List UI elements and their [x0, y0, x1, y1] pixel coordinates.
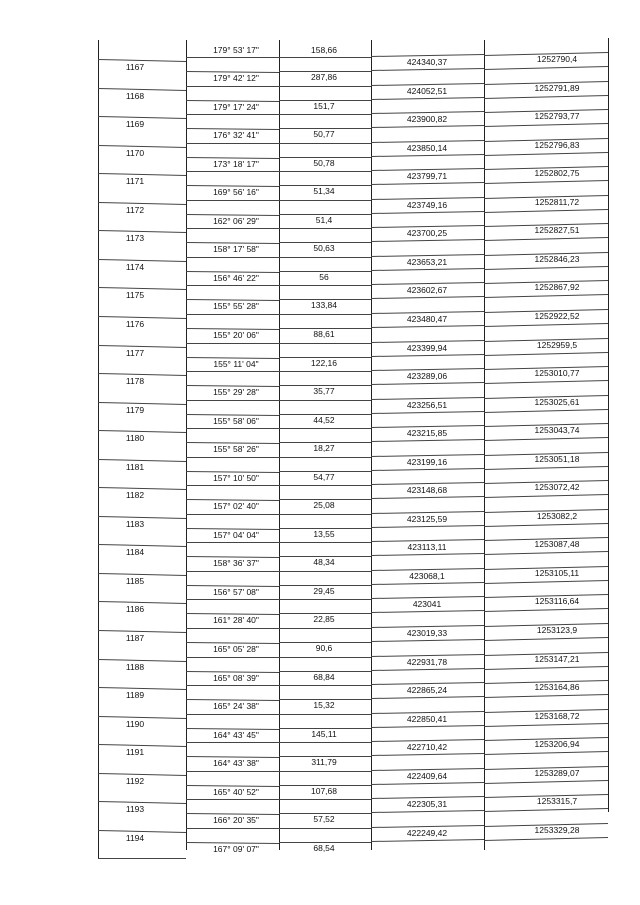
x-coordinate-cell: 422931,78: [406, 656, 448, 667]
distance-cell: 51,4: [315, 214, 333, 225]
distance-cell: 15,32: [313, 700, 335, 711]
table-row-rule: [484, 808, 608, 812]
table-row-rule: [186, 343, 279, 344]
table-row-rule: [279, 428, 371, 429]
distance-cell: 35,77: [313, 386, 335, 397]
x-coordinate-cell: 423125,59: [406, 513, 448, 524]
table-row-rule: [484, 409, 608, 413]
table-row-rule: [186, 228, 279, 229]
point-number-cell: 1183: [125, 518, 145, 529]
table-row-rule: [279, 171, 371, 172]
table-row-rule: [279, 685, 371, 686]
table-row-rule: [279, 143, 371, 144]
point-number-cell: 1179: [125, 404, 145, 415]
x-coordinate-cell: 423850,14: [406, 142, 448, 153]
x-coordinate-cell: 423215,85: [406, 428, 448, 439]
x-coordinate-cell: 422409,64: [406, 770, 448, 781]
table-row-rule: [279, 57, 371, 58]
table-row-rule: [484, 294, 608, 298]
table-row-rule: [279, 228, 371, 229]
table-row-rule: [279, 314, 371, 315]
y-coordinate-cell: 1252811,72: [534, 196, 580, 207]
distance-cell: 158,66: [311, 45, 337, 55]
table-row-rule: [186, 200, 279, 201]
distance-cell: 22,85: [313, 614, 335, 625]
angle-cell: 161° 28' 40": [213, 615, 259, 626]
y-coordinate-cell: 1253206,94: [534, 739, 580, 750]
table-row-rule: [371, 639, 484, 642]
y-coordinate-cell: 1253051,18: [534, 453, 580, 464]
angle-cell: 165° 08' 39": [213, 672, 259, 683]
table-row-rule: [371, 268, 484, 271]
y-coordinate-cell: 1252959,5: [536, 339, 578, 350]
table-row-rule: [371, 125, 484, 128]
angle-cell: 164° 43' 38": [213, 758, 259, 769]
angle-cell: 165° 24' 38": [213, 701, 259, 712]
x-coordinate-cell: 423068,1: [409, 570, 445, 581]
table-row-rule: [279, 114, 371, 115]
table-row-rule: [371, 525, 484, 528]
x-coordinate-cell: 423399,94: [406, 342, 448, 353]
distance-cell: 151,7: [313, 100, 335, 111]
table-row-rule: [371, 211, 484, 214]
point-number-cell: 1174: [125, 261, 145, 272]
table-row-rule: [484, 551, 608, 555]
table-row-rule: [371, 839, 484, 842]
point-number-cell: 1185: [125, 575, 145, 586]
x-coordinate-cell: 422249,42: [406, 827, 448, 838]
x-coordinate-cell: 423199,16: [406, 456, 448, 467]
y-coordinate-cell: 1252793,77: [534, 111, 580, 122]
table-row-rule: [371, 239, 484, 242]
x-coordinate-cell: 423749,16: [406, 199, 448, 210]
point-number-cell: 1170: [125, 147, 145, 158]
distance-cell: 145,11: [311, 728, 337, 739]
table-column-rule: [371, 40, 372, 850]
y-coordinate-cell: 1253025,61: [534, 396, 580, 407]
table-row-rule: [484, 523, 608, 527]
distance-cell: 44,52: [313, 414, 335, 425]
distance-cell: 18,27: [313, 443, 335, 454]
table-row-rule: [279, 828, 371, 829]
table-row-rule: [279, 457, 371, 458]
x-coordinate-cell: 422865,24: [406, 685, 448, 696]
table-row-rule: [186, 114, 279, 115]
y-coordinate-cell: 1252802,75: [534, 168, 580, 179]
distance-cell: 13,55: [313, 528, 335, 539]
x-coordinate-cell: 422850,41: [406, 713, 448, 724]
table-row-rule: [484, 580, 608, 584]
table-row-rule: [371, 553, 484, 556]
table-row-rule: [186, 485, 279, 486]
table-row-rule: [279, 542, 371, 543]
table-row-rule: [371, 782, 484, 785]
table-row-rule: [484, 666, 608, 670]
table-row-rule: [371, 468, 484, 471]
table-row-rule: [279, 371, 371, 372]
distance-cell: 68,84: [313, 671, 335, 682]
x-coordinate-cell: 423113,11: [407, 542, 447, 553]
table-row-rule: [186, 685, 279, 686]
distance-cell: 90,6: [315, 643, 333, 653]
y-coordinate-cell: 1253043,74: [534, 425, 580, 436]
angle-cell: 173° 18' 17": [213, 158, 259, 169]
point-number-cell: 1193: [125, 804, 145, 815]
angle-cell: 166° 20' 35": [213, 815, 259, 826]
table-row-rule: [279, 285, 371, 286]
angle-cell: 155° 29' 28": [213, 387, 259, 398]
y-coordinate-cell: 1252796,83: [534, 139, 580, 150]
x-coordinate-cell: 423480,47: [406, 313, 448, 324]
angle-cell: 158° 17' 58": [213, 244, 259, 255]
point-number-cell: 1186: [125, 604, 145, 615]
table-row-rule: [484, 494, 608, 498]
table-row-rule: [279, 599, 371, 600]
x-coordinate-cell: 423289,06: [406, 371, 448, 382]
x-coordinate-cell: 423148,68: [406, 485, 448, 496]
angle-cell: 155° 58' 26": [213, 444, 259, 455]
point-number-cell: 1187: [125, 633, 145, 643]
distance-cell: 311,79: [311, 757, 337, 768]
table-row-rule: [186, 314, 279, 315]
table-row-rule: [186, 428, 279, 429]
angle-cell: 155° 11' 04": [213, 358, 259, 369]
table-row-rule: [186, 457, 279, 458]
table-row-rule: [279, 628, 371, 629]
distance-cell: 57,52: [313, 814, 335, 825]
distance-cell: 68,54: [313, 842, 335, 853]
x-coordinate-cell: 423900,82: [406, 114, 448, 125]
table-row-rule: [186, 657, 279, 658]
table-row-rule: [186, 542, 279, 543]
distance-cell: 29,45: [313, 585, 335, 596]
table-row-rule: [484, 323, 608, 327]
table-row-rule: [371, 668, 484, 671]
y-coordinate-cell: 1253329,28: [534, 824, 580, 835]
table-row-rule: [484, 266, 608, 270]
point-number-cell: 1180: [125, 433, 145, 444]
table-row-rule: [484, 751, 608, 755]
point-number-cell: 1169: [125, 119, 145, 130]
distance-cell: 56: [319, 271, 329, 282]
point-number-cell: 1184: [125, 547, 145, 558]
point-number-cell: 1191: [125, 747, 145, 758]
table-row-rule: [371, 97, 484, 100]
table-row-rule: [371, 696, 484, 699]
y-coordinate-cell: 1253315,7: [536, 796, 578, 807]
y-coordinate-cell: 1253116,64: [534, 596, 580, 607]
table-row-rule: [371, 582, 484, 585]
point-number-cell: 1182: [125, 490, 145, 501]
x-coordinate-cell: 422305,31: [406, 799, 448, 810]
angle-cell: 157° 02' 40": [213, 501, 259, 512]
y-coordinate-cell: 1253072,42: [534, 482, 580, 493]
y-coordinate-cell: 1252846,23: [534, 253, 580, 264]
angle-cell: 155° 55' 28": [213, 301, 259, 312]
y-coordinate-cell: 1253105,11: [534, 567, 580, 578]
angle-cell: 165° 05' 28": [213, 644, 259, 654]
angle-cell: 157° 04' 04": [213, 529, 259, 540]
table-row-rule: [484, 123, 608, 127]
table-row-rule: [371, 325, 484, 328]
table-column-rule: [484, 40, 485, 850]
table-row-rule: [371, 496, 484, 499]
table-row-rule: [186, 371, 279, 372]
table-row-rule: [484, 837, 608, 841]
point-number-cell: 1167: [125, 62, 145, 72]
angle-cell: 158° 36' 37": [213, 558, 259, 569]
angle-cell: 165° 40' 52": [213, 786, 259, 797]
point-number-cell: 1189: [125, 690, 145, 701]
table-row-rule: [484, 637, 608, 641]
point-number-cell: 1173: [125, 233, 145, 244]
angle-cell: 156° 57' 08": [213, 586, 259, 597]
table-row-rule: [484, 780, 608, 784]
table-row-rule: [186, 143, 279, 144]
point-number-cell: 1192: [125, 775, 145, 786]
y-coordinate-cell: 1252790,4: [536, 54, 578, 64]
table-row-rule: [371, 382, 484, 385]
table-row-rule: [186, 628, 279, 629]
point-number-cell: 1178: [125, 376, 145, 387]
table-row-rule: [371, 610, 484, 613]
table-row-rule: [371, 68, 484, 71]
table-row-rule: [371, 354, 484, 357]
table-row-rule: [279, 400, 371, 401]
distance-cell: 48,34: [313, 557, 335, 568]
table-row-rule: [186, 742, 279, 743]
table-row-rule: [186, 86, 279, 87]
table-row-rule: [186, 57, 279, 58]
table-row-rule: [186, 714, 279, 715]
distance-cell: 133,84: [311, 300, 337, 311]
table-row-rule: [371, 725, 484, 728]
table-row-rule: [279, 514, 371, 515]
table-row-rule: [279, 86, 371, 87]
table-row-rule: [279, 714, 371, 715]
point-number-cell: 1188: [125, 661, 145, 672]
angle-cell: 169° 56' 16": [213, 187, 259, 198]
angle-cell: 162° 06' 29": [213, 215, 259, 226]
angle-cell: 179° 42' 12": [213, 73, 259, 83]
y-coordinate-cell: 1253147,21: [534, 653, 580, 664]
x-coordinate-cell: 423653,21: [406, 256, 448, 267]
y-coordinate-cell: 1253087,48: [534, 539, 580, 550]
angle-cell: 155° 58' 06": [213, 415, 259, 426]
point-number-cell: 1194: [125, 832, 145, 843]
table-row-rule: [186, 171, 279, 172]
x-coordinate-cell: 423799,71: [406, 171, 448, 182]
table-row-rule: [484, 237, 608, 241]
table-row-rule: [371, 154, 484, 157]
angle-cell: 164° 43' 45": [213, 729, 259, 740]
point-number-cell: 1172: [125, 204, 145, 215]
x-coordinate-cell: 423041: [412, 599, 442, 610]
x-coordinate-cell: 423700,25: [406, 228, 448, 239]
table-row-rule: [279, 571, 371, 572]
table-row-rule: [484, 209, 608, 213]
angle-cell: 167° 09' 07": [213, 843, 259, 854]
x-coordinate-cell: 424052,51: [406, 85, 448, 96]
table-row-rule: [484, 95, 608, 99]
table-row-rule: [484, 352, 608, 356]
table-row-rule: [279, 771, 371, 772]
table-row-rule: [186, 514, 279, 515]
y-coordinate-cell: 1253123,9: [536, 625, 578, 635]
table-row-rule: [371, 411, 484, 414]
distance-cell: 54,77: [313, 471, 335, 482]
table-row-rule: [371, 182, 484, 185]
table-row-rule: [186, 828, 279, 829]
table-row-rule: [279, 799, 371, 800]
table-row-rule: [371, 296, 484, 299]
table-row-rule: [279, 485, 371, 486]
point-number-cell: 1176: [125, 318, 145, 329]
x-coordinate-cell: 424340,37: [406, 57, 448, 67]
table-row-rule: [186, 257, 279, 258]
table-row-rule: [279, 200, 371, 201]
table-row-rule: [186, 571, 279, 572]
angle-cell: 179° 17' 24": [213, 101, 259, 112]
table-row-rule: [186, 771, 279, 772]
table-row-rule: [484, 152, 608, 156]
angle-cell: 156° 46' 22": [213, 272, 259, 283]
table-row-rule: [279, 343, 371, 344]
table-row-rule: [484, 608, 608, 612]
point-number-cell: 1181: [125, 461, 145, 472]
y-coordinate-cell: 1253082,2: [536, 510, 578, 521]
y-coordinate-cell: 1252867,92: [534, 282, 580, 293]
angle-cell: 179° 53' 17": [213, 45, 259, 55]
x-coordinate-cell: 423602,67: [406, 285, 448, 296]
table-row-rule: [186, 599, 279, 600]
table-row-rule: [484, 180, 608, 184]
table-row-rule: [484, 380, 608, 384]
y-coordinate-cell: 1253164,86: [534, 682, 580, 693]
y-coordinate-cell: 1253289,07: [534, 767, 580, 778]
table-row-rule: [371, 753, 484, 756]
table-row-rule: [186, 400, 279, 401]
distance-cell: 50,77: [313, 129, 335, 140]
y-coordinate-cell: 1253010,77: [534, 368, 580, 379]
table-row-rule: [484, 66, 608, 70]
y-coordinate-cell: 1252922,52: [534, 310, 580, 321]
x-coordinate-cell: 422710,42: [406, 742, 448, 753]
distance-cell: 122,16: [311, 357, 337, 368]
y-coordinate-cell: 1252827,51: [534, 225, 580, 236]
table-column-rule: [98, 40, 99, 858]
distance-cell: 51,34: [313, 186, 335, 197]
distance-cell: 50,63: [313, 243, 335, 254]
point-number-cell: 1190: [125, 718, 145, 729]
angle-cell: 176° 32' 41": [213, 130, 259, 141]
y-coordinate-cell: 1252791,89: [534, 82, 580, 93]
point-number-cell: 1171: [125, 176, 145, 187]
table-row-rule: [98, 858, 186, 859]
table-row-rule: [186, 799, 279, 800]
table-row-rule: [484, 437, 608, 441]
table-row-rule: [279, 742, 371, 743]
table-row-rule: [371, 439, 484, 442]
angle-cell: 157° 10' 50": [213, 472, 259, 483]
table-row-rule: [484, 466, 608, 470]
table-row-rule: [484, 723, 608, 727]
x-coordinate-cell: 423256,51: [406, 399, 448, 410]
point-number-cell: 1168: [125, 90, 145, 101]
point-number-cell: 1177: [125, 347, 145, 358]
table-row-rule: [279, 657, 371, 658]
table-row-rule: [279, 257, 371, 258]
table-row-rule: [186, 285, 279, 286]
distance-cell: 25,08: [313, 500, 335, 511]
point-number-cell: 1175: [125, 290, 145, 301]
distance-cell: 287,86: [311, 72, 337, 82]
table-column-rule: [608, 38, 609, 812]
distance-cell: 50,78: [313, 157, 335, 168]
distance-cell: 88,61: [313, 328, 335, 339]
distance-cell: 107,68: [311, 785, 337, 796]
y-coordinate-cell: 1253168,72: [534, 710, 580, 721]
angle-cell: 155° 20' 06": [213, 329, 259, 340]
table-row-rule: [371, 810, 484, 813]
x-coordinate-cell: 423019,33: [406, 628, 448, 638]
table-row-rule: [484, 694, 608, 698]
